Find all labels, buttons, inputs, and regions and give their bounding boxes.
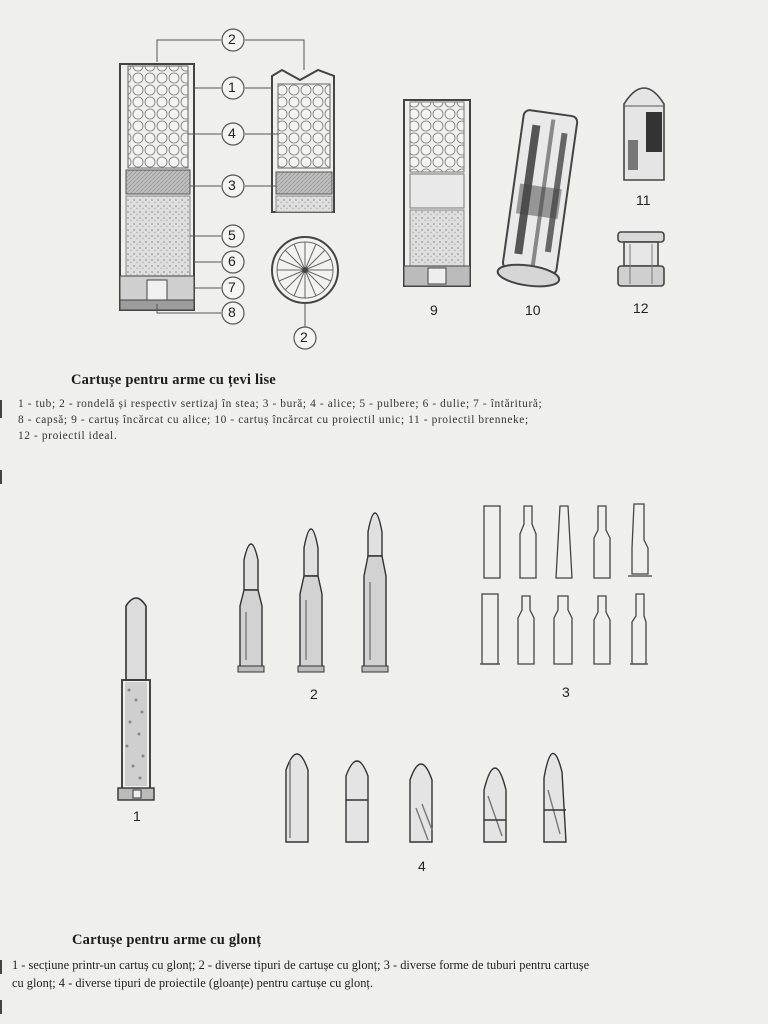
figure2-label-2: 2 <box>310 686 318 702</box>
figure1-legend-line-1: 1 - tub; 2 - rondelă și respectiv sertizaj în stea; 3 - bură; 4 - alice; 5 - pulbere; 6 - dulie; 7 - întăritură; <box>18 398 543 410</box>
figure2-legend-line-1: 1 - secțiune printr-un cartuș cu glonț; 2 - diverse tipuri de cartușe cu glonț; 3 - diverse forme de tuburi pentru cartușe <box>12 958 590 972</box>
page-edge-mark <box>0 960 2 974</box>
figure2-label-4: 4 <box>418 858 426 874</box>
case-forms-3 <box>480 504 652 664</box>
callout-5: 5 <box>228 227 236 243</box>
page-edge-mark <box>0 470 2 484</box>
bullet-types-4 <box>286 753 566 842</box>
callout-2-crimp: 2 <box>300 329 308 345</box>
figure2-label-3: 3 <box>562 684 570 700</box>
callout-6: 6 <box>228 253 236 269</box>
figure1-legend-line-2: 8 - capsă; 9 - cartuș încărcat cu alice; 10 - cartuș încărcat cu proiectil unic; 11 - proiectil brenneke; <box>18 414 529 426</box>
rifle-cartridge-2c <box>362 513 388 672</box>
callout-7: 7 <box>228 279 236 295</box>
figure1-title: Cartușe pentru arme cu țevi lise <box>71 372 276 388</box>
rifle-cartridge-2a <box>238 544 264 672</box>
callout-2: 2 <box>228 31 236 47</box>
item-label-12: 12 <box>633 300 649 316</box>
rifle-cartridge-2b <box>298 529 324 672</box>
page-edge-mark <box>0 400 2 418</box>
item-label-10: 10 <box>525 302 541 318</box>
figure2-label-1: 1 <box>133 808 141 824</box>
callout-8: 8 <box>228 304 236 320</box>
callout-1: 1 <box>228 79 236 95</box>
page-edge-mark <box>0 1000 2 1014</box>
callout-4: 4 <box>228 125 236 141</box>
callout-3: 3 <box>228 177 236 193</box>
figure2-title: Cartușe pentru arme cu glonț <box>72 932 262 948</box>
figure2-legend-line-2: cu glonț; 4 - diverse tipuri de proiectile (gloanțe) pentru cartușe cu glonț. <box>12 976 373 990</box>
cartridge-section-1 <box>118 598 154 800</box>
figure1-legend-line-3: 12 - proiectil ideal. <box>18 430 118 442</box>
item-label-9: 9 <box>430 302 438 318</box>
item-label-11: 11 <box>636 192 651 208</box>
